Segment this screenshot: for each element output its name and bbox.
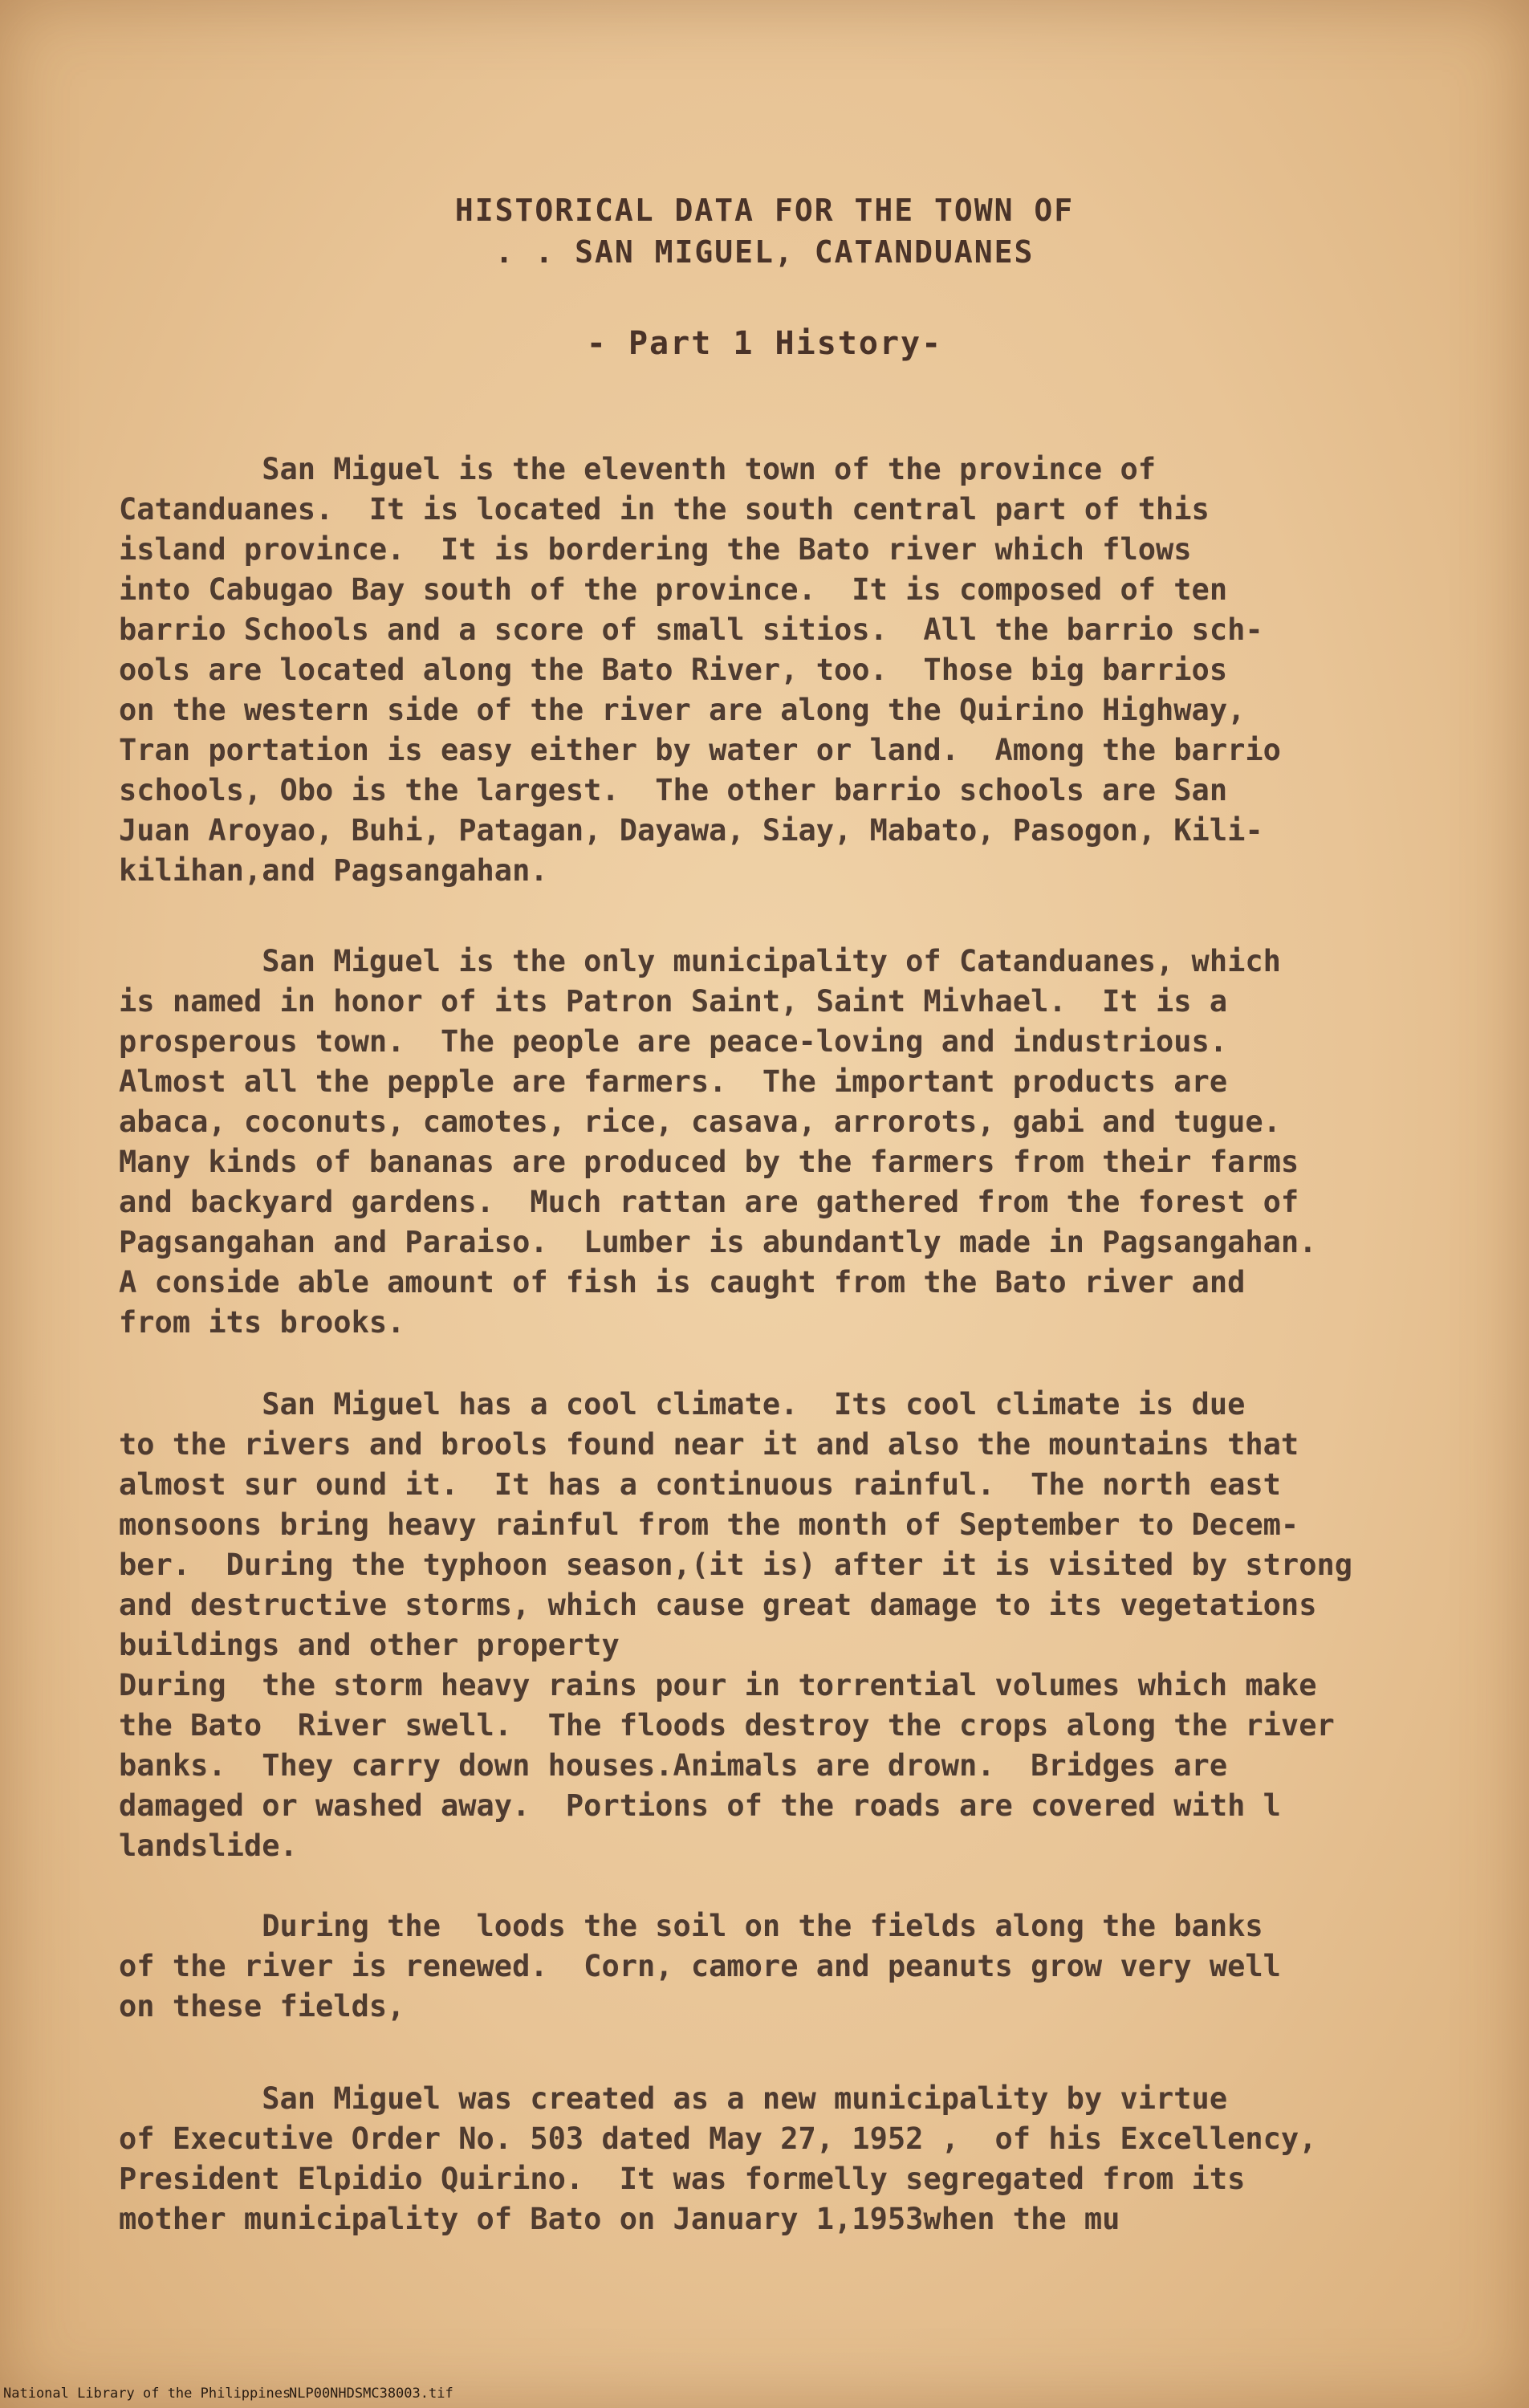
paragraph-line: to the rivers and brools found near it and also the mountains that [119, 1427, 1299, 1462]
part-heading: - Part 1 History- [586, 325, 943, 362]
document-title-line1: HISTORICAL DATA FOR THE TOWN OF [454, 193, 1075, 228]
paragraph-line: landslide. [119, 1828, 298, 1863]
paragraph-line: Pagsangahan and Paraiso. Lumber is abundantly made in Pagsangahan. [119, 1225, 1317, 1259]
paragraph-5 [119, 2079, 1499, 2239]
paragraph-line: prosperous town. The people are peace-loving and industrious. [119, 1024, 1228, 1059]
paragraph-line: President Elpidio Quirino. It was formelly segregated from its [119, 2162, 1246, 2196]
footer-library: National Library of the Philippines [3, 2386, 291, 2402]
paragraph-line: kilihan,and Pagsangahan. [119, 853, 548, 888]
paragraph-line: almost sur ound it. It has a continuous rainful. The north east [119, 1467, 1281, 1502]
document-title-line2: . . SAN MIGUEL, CATANDUANES [494, 234, 1035, 270]
paragraph-line: on these fields, [119, 1989, 405, 2024]
paragraph-line: damaged or washed away. Portions of the roads are covered with l [119, 1788, 1281, 1823]
paragraph-line: Juan Aroyao, Buhi, Patagan, Dayawa, Siay, Mabato, Pasogon, Kili- [119, 813, 1263, 848]
paragraph-line: the Bato River swell. The floods destroy the crops along the river [119, 1708, 1335, 1743]
paragraph-line: Many kinds of bananas are produced by the farmers from their farms [119, 1145, 1299, 1179]
paragraph-line: San Miguel is the eleventh town of the province of [119, 452, 1157, 486]
paragraph-3 [119, 1385, 1499, 1866]
paragraph-1 [119, 449, 1499, 891]
paragraph-line: Almost all the pepple are farmers. The important products are [119, 1064, 1228, 1099]
paragraph-line: During the loods the soil on the fields along the banks [119, 1909, 1263, 1943]
footer-filename: NLP00NHDSMC38003.tif [289, 2386, 453, 2402]
paragraph-line: monsoons bring heavy rainful from the month of September to Decem- [119, 1507, 1299, 1542]
paragraph-line: A conside able amount of fish is caught from the Bato river and [119, 1265, 1246, 1300]
paragraph-line: ools are located along the Bato River, too. Those big barrios [119, 653, 1228, 687]
paragraph-line: and backyard gardens. Much rattan are gathered from the forest of [119, 1185, 1299, 1219]
paragraph-line: San Miguel is the only municipality of Catanduanes, which [119, 944, 1281, 978]
paragraph-line: of Executive Order No. 503 dated May 27, 1952 , of his Excellency, [119, 2121, 1317, 2156]
paragraph-line: buildings and other property [119, 1628, 620, 1662]
paragraph-line: and destructive storms, which cause great damage to its vegetations [119, 1588, 1317, 1622]
paragraph-line: banks. They carry down houses.Animals are drown. Bridges are [119, 1748, 1228, 1783]
paragraph-line: Catanduanes. It is located in the south central part of this [119, 492, 1210, 527]
paragraph-line: During the storm heavy rains pour in torrential volumes which make [119, 1668, 1317, 1702]
paragraph-line: on the western side of the river are along the Quirino Highway, [119, 693, 1246, 727]
paragraph-line: island province. It is bordering the Bato river which flows [119, 532, 1192, 567]
paragraph-line: schools, Obo is the largest. The other barrio schools are San [119, 773, 1228, 807]
paragraph-line: into Cabugao Bay south of the province. It is composed of ten [119, 572, 1228, 607]
paragraph-line: mother municipality of Bato on January 1,1953when the mu [119, 2202, 1120, 2236]
paragraph-line: abaca, coconuts, camotes, rice, casava, arrorots, gabi and tugue. [119, 1104, 1281, 1139]
paragraph-2 [119, 942, 1499, 1343]
paragraph-line: ber. During the typhoon season,(it is) after it is visited by strong [119, 1548, 1353, 1582]
paragraph-line: Tran portation is easy either by water or land. Among the barrio [119, 733, 1281, 767]
paragraph-line: San Miguel has a cool climate. Its cool climate is due [119, 1387, 1246, 1422]
paragraph-line: barrio Schools and a score of small sitios. All the barrio sch- [119, 612, 1263, 647]
paragraph-line: of the river is renewed. Corn, camore and peanuts grow very well [119, 1949, 1281, 1983]
paragraph-line: San Miguel was created as a new municipality by virtue [119, 2081, 1228, 2116]
paragraph-line: from its brooks. [119, 1305, 405, 1340]
paragraph-line: is named in honor of its Patron Saint, Saint Mivhael. It is a [119, 984, 1228, 1019]
paragraph-4 [119, 1906, 1499, 2027]
